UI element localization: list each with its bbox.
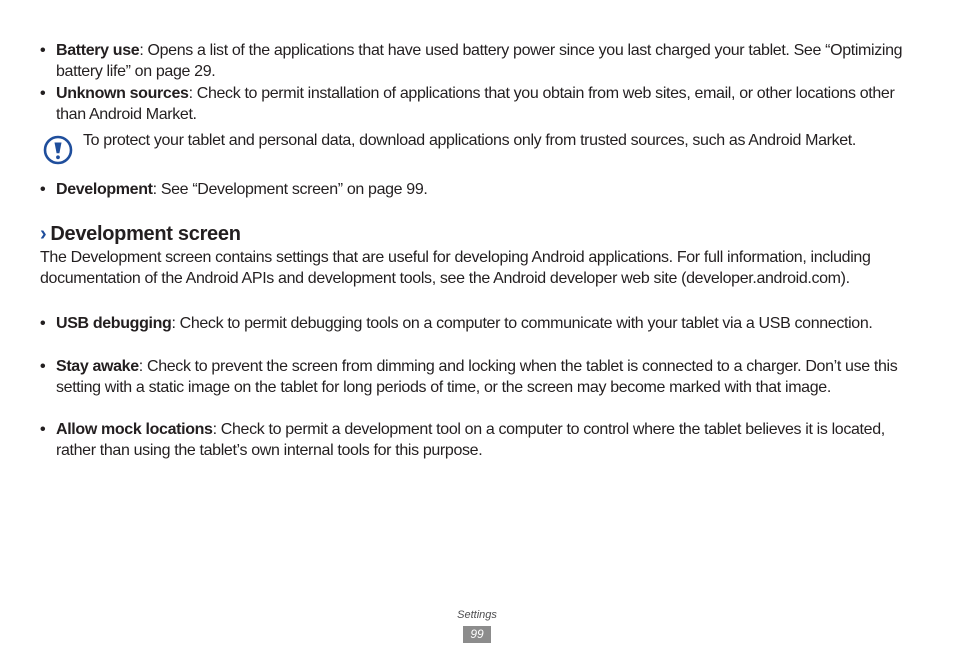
section-intro: The Development screen contains settings that are useful for developing Android applications. For full information, including documentation of the Android APIs and development tools, see the Android developer web site (developer.android.com). <box>40 249 871 287</box>
bullet-text: : Check to prevent the screen from dimming and locking when the tablet is connected to a charger. Don’t use this setting with a static image on the tablet for long periods of time, or the screen may become marked with that image. <box>56 358 898 396</box>
bullet-text: : Check to permit installation of applications that you obtain from web sites, email, or other locations other than Android Market. <box>56 85 895 123</box>
bullet-development <box>40 180 915 201</box>
bullet-term: Battery use <box>56 42 140 59</box>
bullet-term: Development <box>56 181 153 198</box>
bullet-term: Allow mock locations <box>56 421 213 438</box>
bullet-dot: • <box>40 85 46 102</box>
section-heading <box>40 221 241 247</box>
bullet-allow-mock-locations <box>40 420 915 461</box>
bullet-dot: • <box>40 421 46 438</box>
bullet-dot: • <box>40 181 46 198</box>
note-text: To protect your tablet and personal data, download applications only from trusted sources, such as Android Market. <box>83 132 856 149</box>
bullet-text: : See “Development screen” on page 99. <box>152 181 428 198</box>
footer-section-label: Settings <box>457 609 497 621</box>
bullet-unknown-sources <box>40 84 915 125</box>
bullet-text: : Opens a list of the applications that have used battery power since you last charged your tablet. See “Optimizing battery life” on page 29. <box>56 42 903 80</box>
section-title: Development screen <box>50 223 241 245</box>
bullet-dot: • <box>40 358 46 375</box>
bullet-term: Unknown sources <box>56 85 189 102</box>
bullet-dot: • <box>40 42 46 59</box>
bullet-battery-use <box>40 41 915 82</box>
warning-note <box>40 131 915 152</box>
bullet-text: : Check to permit debugging tools on a computer to communicate with your tablet via a USB connection. <box>171 315 873 332</box>
chevron-right-icon: › <box>40 223 47 245</box>
warning-exclamation-icon <box>43 135 73 165</box>
bullet-usb-debugging <box>40 314 915 335</box>
bullet-stay-awake <box>40 357 915 398</box>
page-number-badge: 99 <box>463 626 491 643</box>
bullet-term: Stay awake <box>56 358 139 375</box>
bullet-term: USB debugging <box>56 315 172 332</box>
bullet-dot: • <box>40 315 46 332</box>
bullet-text: : Check to permit a development tool on a computer to control where the tablet believes it is located, rather than using the tablet’s own internal tools for this purpose. <box>56 421 885 459</box>
